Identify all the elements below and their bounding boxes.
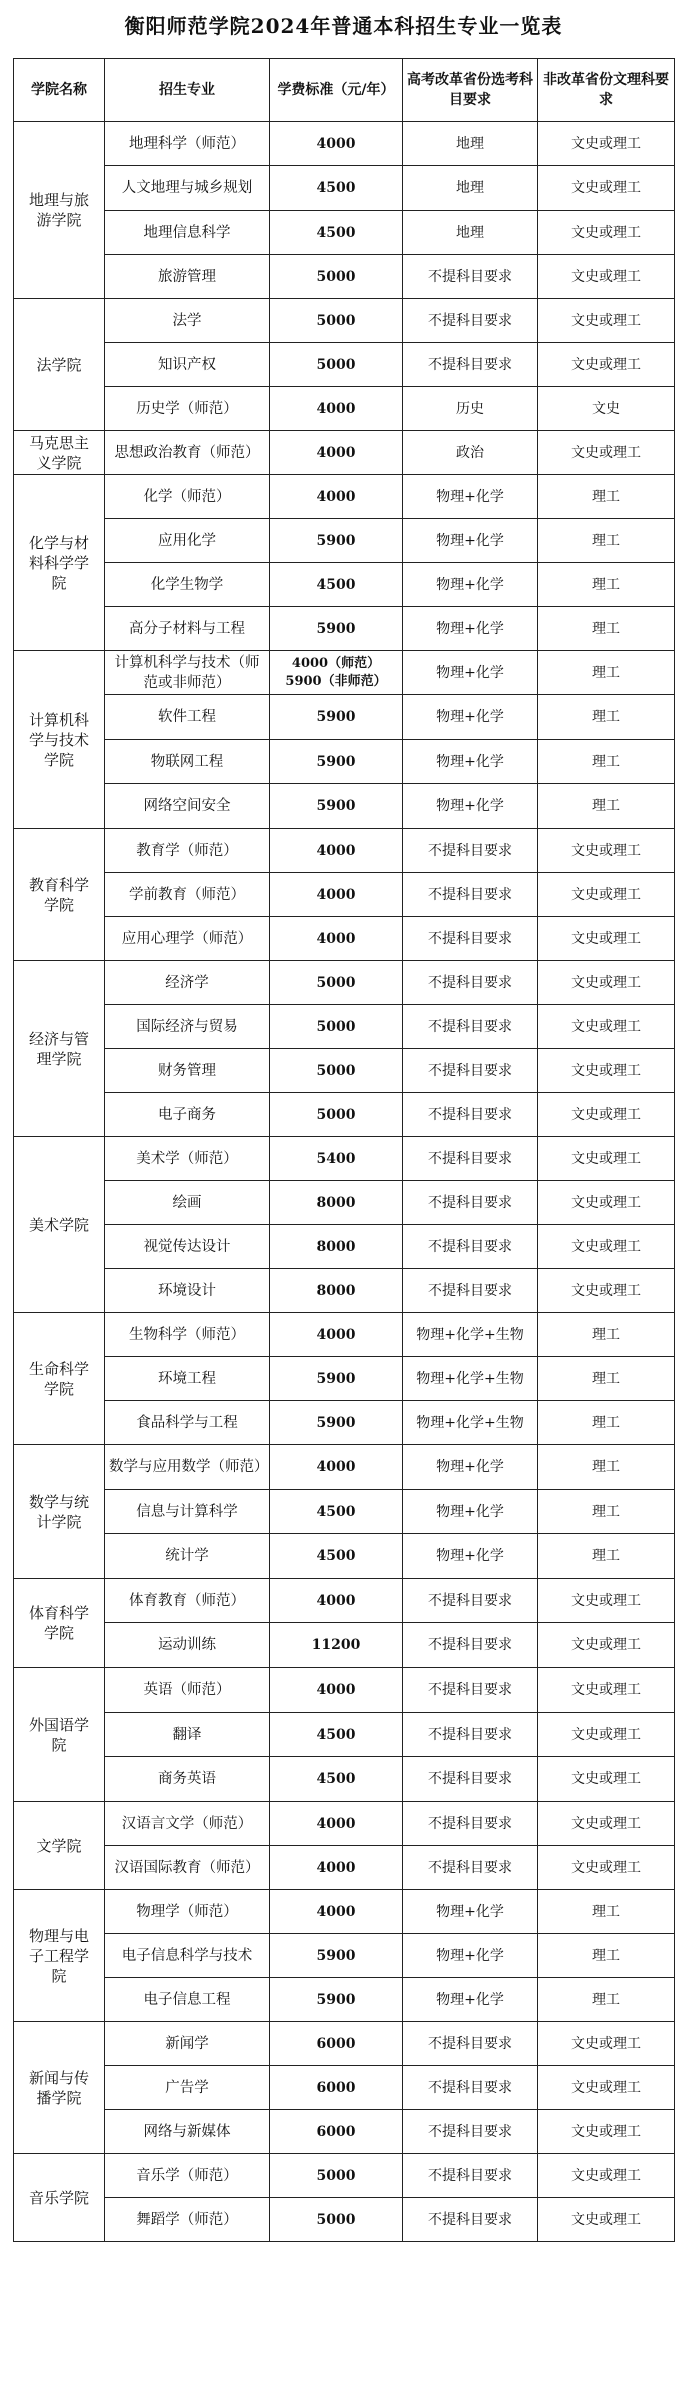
table-row — [14, 740, 675, 784]
table-row — [14, 829, 675, 873]
subject-requirement-cell: 不提科目要求 — [403, 2154, 538, 2198]
wenli-requirement-cell: 理工 — [538, 651, 675, 695]
table-row — [14, 961, 675, 1005]
wenli-requirement-cell: 理工 — [538, 1357, 675, 1401]
subject-requirement-cell: 不提科目要求 — [403, 1137, 538, 1181]
majors-table — [13, 58, 675, 2242]
document-title: 衡阳师范学院2024年普通本科招生专业一览表 — [124, 14, 563, 38]
wenli-requirement-cell: 文史或理工 — [538, 343, 675, 387]
major-name-cell: 汉语言文学（师范） — [105, 1802, 270, 1846]
major-name-cell: 法学 — [105, 299, 270, 343]
tuition-fee-cell: 4500 — [270, 563, 403, 607]
subject-requirement-cell: 物理+化学 — [403, 563, 538, 607]
table-row — [14, 519, 675, 563]
major-name-cell: 化学（师范） — [105, 475, 270, 519]
major-name-cell: 信息与计算科学 — [105, 1490, 270, 1534]
subject-requirement-cell: 不提科目要求 — [403, 2110, 538, 2154]
table-row — [14, 1579, 675, 1623]
major-name-cell: 汉语国际教育（师范） — [105, 1846, 270, 1890]
wenli-requirement-cell: 理工 — [538, 607, 675, 651]
subject-requirement-cell: 物理+化学 — [403, 695, 538, 740]
wenli-requirement-cell: 理工 — [538, 1934, 675, 1978]
table-row — [14, 1846, 675, 1890]
college-name-cell: 物理与电子工程学院 — [14, 1890, 105, 2022]
major-name-cell: 应用化学 — [105, 519, 270, 563]
header-college: 学院名称 — [14, 59, 105, 122]
major-name-cell: 应用心理学（师范） — [105, 917, 270, 961]
table-row — [14, 2154, 675, 2198]
table-row — [14, 387, 675, 431]
table-row — [14, 917, 675, 961]
wenli-requirement-cell: 文史或理工 — [538, 873, 675, 917]
tuition-fee-cell: 5900 — [270, 1934, 403, 1978]
subject-requirement-cell: 物理+化学 — [403, 607, 538, 651]
tuition-fee-cell: 5000 — [270, 2198, 403, 2242]
table-row — [14, 1802, 675, 1846]
major-name-cell: 学前教育（师范） — [105, 873, 270, 917]
subject-requirement-cell: 不提科目要求 — [403, 299, 538, 343]
wenli-requirement-cell: 理工 — [538, 1313, 675, 1357]
subject-requirement-cell: 不提科目要求 — [403, 1713, 538, 1757]
major-name-cell: 软件工程 — [105, 695, 270, 740]
tuition-fee-cell: 8000 — [270, 1225, 403, 1269]
subject-requirement-cell: 不提科目要求 — [403, 255, 538, 299]
major-name-cell: 数学与应用数学（师范） — [105, 1445, 270, 1490]
wenli-requirement-cell: 文史或理工 — [538, 122, 675, 166]
subject-requirement-cell: 不提科目要求 — [403, 343, 538, 387]
tuition-fee-cell: 5900 — [270, 1357, 403, 1401]
college-name-cell: 文学院 — [14, 1802, 105, 1890]
wenli-requirement-cell: 理工 — [538, 695, 675, 740]
header-wenli-req: 非改革省份文理科要求 — [538, 59, 675, 122]
tuition-fee-cell: 4000 — [270, 829, 403, 873]
table-row — [14, 1713, 675, 1757]
tuition-fee-cell: 4500 — [270, 211, 403, 255]
table-row — [14, 1978, 675, 2022]
tuition-fee-cell: 5900 — [270, 1401, 403, 1445]
subject-requirement-cell: 物理+化学+生物 — [403, 1357, 538, 1401]
subject-requirement-cell: 物理+化学+生物 — [403, 1401, 538, 1445]
tuition-fee-cell: 8000 — [270, 1269, 403, 1313]
subject-requirement-cell: 物理+化学 — [403, 519, 538, 563]
tuition-fee-cell: 4500 — [270, 1534, 403, 1579]
major-name-cell: 商务英语 — [105, 1757, 270, 1802]
tuition-fee-cell: 6000 — [270, 2066, 403, 2110]
tuition-fee-cell: 4000 — [270, 1445, 403, 1490]
subject-requirement-cell: 不提科目要求 — [403, 1181, 538, 1225]
table-row — [14, 1225, 675, 1269]
subject-requirement-cell: 不提科目要求 — [403, 1757, 538, 1802]
wenli-requirement-cell: 文史或理工 — [538, 1049, 675, 1093]
table-row — [14, 2110, 675, 2154]
major-name-cell: 运动训练 — [105, 1623, 270, 1668]
wenli-requirement-cell: 理工 — [538, 1534, 675, 1579]
major-name-cell: 舞蹈学（师范） — [105, 2198, 270, 2242]
tuition-fee-cell: 4000（师范）5900（非师范） — [270, 651, 403, 695]
subject-requirement-cell: 地理 — [403, 166, 538, 211]
table-row — [14, 1534, 675, 1579]
wenli-requirement-cell: 文史或理工 — [538, 1623, 675, 1668]
tuition-fee-cell: 5900 — [270, 519, 403, 563]
tuition-fee-cell: 4500 — [270, 166, 403, 211]
tuition-fee-cell: 5900 — [270, 607, 403, 651]
tuition-fee-cell: 4000 — [270, 122, 403, 166]
subject-requirement-cell: 不提科目要求 — [403, 1802, 538, 1846]
college-name-cell: 马克思主义学院 — [14, 431, 105, 475]
table-header-row — [14, 59, 675, 122]
subject-requirement-cell: 不提科目要求 — [403, 829, 538, 873]
major-name-cell: 经济学 — [105, 961, 270, 1005]
major-name-cell: 英语（师范） — [105, 1668, 270, 1713]
subject-requirement-cell: 物理+化学 — [403, 1534, 538, 1579]
major-name-cell: 教育学（师范） — [105, 829, 270, 873]
table-row — [14, 166, 675, 211]
wenli-requirement-cell: 文史或理工 — [538, 1269, 675, 1313]
table-row — [14, 2198, 675, 2242]
major-name-cell: 体育教育（师范） — [105, 1579, 270, 1623]
subject-requirement-cell: 不提科目要求 — [403, 917, 538, 961]
tuition-fee-cell: 4000 — [270, 1802, 403, 1846]
subject-requirement-cell: 物理+化学 — [403, 740, 538, 784]
wenli-requirement-cell: 文史或理工 — [538, 1757, 675, 1802]
major-name-cell: 知识产权 — [105, 343, 270, 387]
table-row — [14, 1005, 675, 1049]
wenli-requirement-cell: 文史或理工 — [538, 1713, 675, 1757]
wenli-requirement-cell: 理工 — [538, 563, 675, 607]
table-row — [14, 784, 675, 829]
tuition-fee-cell: 5000 — [270, 1049, 403, 1093]
table-row — [14, 1049, 675, 1093]
table-row — [14, 1445, 675, 1490]
wenli-requirement-cell: 文史或理工 — [538, 299, 675, 343]
table-row — [14, 122, 675, 166]
subject-requirement-cell: 物理+化学 — [403, 1445, 538, 1490]
subject-requirement-cell: 不提科目要求 — [403, 961, 538, 1005]
tuition-fee-cell: 5900 — [270, 695, 403, 740]
subject-requirement-cell: 不提科目要求 — [403, 1049, 538, 1093]
wenli-requirement-cell: 文史 — [538, 387, 675, 431]
tuition-fee-cell: 4500 — [270, 1757, 403, 1802]
table-row — [14, 211, 675, 255]
major-name-cell: 统计学 — [105, 1534, 270, 1579]
table-row — [14, 1890, 675, 1934]
major-name-cell: 网络空间安全 — [105, 784, 270, 829]
major-name-cell: 环境工程 — [105, 1357, 270, 1401]
table-row — [14, 1357, 675, 1401]
tuition-fee-cell: 5900 — [270, 1978, 403, 2022]
major-name-cell: 思想政治教育（师范） — [105, 431, 270, 475]
subject-requirement-cell: 不提科目要求 — [403, 2198, 538, 2242]
college-name-cell: 新闻与传播学院 — [14, 2022, 105, 2154]
tuition-fee-cell: 6000 — [270, 2022, 403, 2066]
college-name-cell: 外国语学院 — [14, 1668, 105, 1802]
subject-requirement-cell: 不提科目要求 — [403, 1093, 538, 1137]
subject-requirement-cell: 历史 — [403, 387, 538, 431]
major-name-cell: 视觉传达设计 — [105, 1225, 270, 1269]
table-row — [14, 1093, 675, 1137]
tuition-fee-cell: 4000 — [270, 1579, 403, 1623]
subject-requirement-cell: 不提科目要求 — [403, 873, 538, 917]
major-name-cell: 化学生物学 — [105, 563, 270, 607]
tuition-fee-cell: 5400 — [270, 1137, 403, 1181]
college-name-cell: 教育科学学院 — [14, 829, 105, 961]
major-name-cell: 翻译 — [105, 1713, 270, 1757]
table-row — [14, 255, 675, 299]
wenli-requirement-cell: 文史或理工 — [538, 2022, 675, 2066]
wenli-requirement-cell: 文史或理工 — [538, 961, 675, 1005]
college-name-cell: 体育科学学院 — [14, 1579, 105, 1668]
table-row — [14, 651, 675, 695]
college-name-cell: 生命科学学院 — [14, 1313, 105, 1445]
major-name-cell: 财务管理 — [105, 1049, 270, 1093]
wenli-requirement-cell: 文史或理工 — [538, 1181, 675, 1225]
subject-requirement-cell: 不提科目要求 — [403, 1225, 538, 1269]
wenli-requirement-cell: 理工 — [538, 1978, 675, 2022]
table-row — [14, 1934, 675, 1978]
major-name-cell: 人文地理与城乡规划 — [105, 166, 270, 211]
major-name-cell: 电子信息工程 — [105, 1978, 270, 2022]
wenli-requirement-cell: 理工 — [538, 1490, 675, 1534]
subject-requirement-cell: 不提科目要求 — [403, 2066, 538, 2110]
table-row — [14, 1757, 675, 1802]
subject-requirement-cell: 物理+化学 — [403, 651, 538, 695]
college-name-cell: 计算机科学与技术学院 — [14, 651, 105, 829]
college-name-cell: 数学与统计学院 — [14, 1445, 105, 1579]
subject-requirement-cell: 物理+化学 — [403, 1978, 538, 2022]
wenli-requirement-cell: 文史或理工 — [538, 1579, 675, 1623]
wenli-requirement-cell: 理工 — [538, 784, 675, 829]
subject-requirement-cell: 地理 — [403, 211, 538, 255]
tuition-fee-cell: 4000 — [270, 387, 403, 431]
major-name-cell: 音乐学（师范） — [105, 2154, 270, 2198]
header-major: 招生专业 — [105, 59, 270, 122]
college-name-cell: 经济与管理学院 — [14, 961, 105, 1137]
subject-requirement-cell: 地理 — [403, 122, 538, 166]
wenli-requirement-cell: 文史或理工 — [538, 1225, 675, 1269]
subject-requirement-cell: 政治 — [403, 431, 538, 475]
wenli-requirement-cell: 文史或理工 — [538, 211, 675, 255]
wenli-requirement-cell: 理工 — [538, 740, 675, 784]
major-name-cell: 地理科学（师范） — [105, 122, 270, 166]
wenli-requirement-cell: 文史或理工 — [538, 1093, 675, 1137]
tuition-fee-cell: 8000 — [270, 1181, 403, 1225]
table-row — [14, 563, 675, 607]
table-row — [14, 1181, 675, 1225]
table-row — [14, 1313, 675, 1357]
college-name-cell: 化学与材料科学学院 — [14, 475, 105, 651]
subject-requirement-cell: 不提科目要求 — [403, 1668, 538, 1713]
major-name-cell: 历史学（师范） — [105, 387, 270, 431]
subject-requirement-cell: 物理+化学 — [403, 1490, 538, 1534]
wenli-requirement-cell: 文史或理工 — [538, 1846, 675, 1890]
table-row — [14, 2066, 675, 2110]
table-row — [14, 2022, 675, 2066]
major-name-cell: 环境设计 — [105, 1269, 270, 1313]
wenli-requirement-cell: 文史或理工 — [538, 2154, 675, 2198]
wenli-requirement-cell: 理工 — [538, 1890, 675, 1934]
wenli-requirement-cell: 文史或理工 — [538, 2066, 675, 2110]
tuition-fee-cell: 4500 — [270, 1490, 403, 1534]
subject-requirement-cell: 物理+化学 — [403, 784, 538, 829]
tuition-fee-cell: 5900 — [270, 740, 403, 784]
major-name-cell: 电子信息科学与技术 — [105, 1934, 270, 1978]
table-row — [14, 343, 675, 387]
major-name-cell: 美术学（师范） — [105, 1137, 270, 1181]
tuition-fee-cell: 5000 — [270, 1005, 403, 1049]
tuition-fee-cell: 5900 — [270, 784, 403, 829]
subject-requirement-cell: 不提科目要求 — [403, 1269, 538, 1313]
subject-requirement-cell: 物理+化学 — [403, 1890, 538, 1934]
major-name-cell: 网络与新媒体 — [105, 2110, 270, 2154]
table-row — [14, 1623, 675, 1668]
tuition-fee-cell: 4000 — [270, 1846, 403, 1890]
wenli-requirement-cell: 文史或理工 — [538, 2110, 675, 2154]
tuition-fee-cell: 5000 — [270, 961, 403, 1005]
college-name-cell: 音乐学院 — [14, 2154, 105, 2242]
wenli-requirement-cell: 文史或理工 — [538, 1802, 675, 1846]
major-name-cell: 计算机科学与技术（师范或非师范） — [105, 651, 270, 695]
wenli-requirement-cell: 文史或理工 — [538, 1137, 675, 1181]
subject-requirement-cell: 物理+化学 — [403, 1934, 538, 1978]
table-row — [14, 1269, 675, 1313]
tuition-fee-cell: 5000 — [270, 1093, 403, 1137]
wenli-requirement-cell: 文史或理工 — [538, 255, 675, 299]
major-name-cell: 地理信息科学 — [105, 211, 270, 255]
wenli-requirement-cell: 文史或理工 — [538, 431, 675, 475]
header-fee: 学费标准（元/年） — [270, 59, 403, 122]
tuition-fee-cell: 4000 — [270, 475, 403, 519]
major-name-cell: 新闻学 — [105, 2022, 270, 2066]
table-row — [14, 1137, 675, 1181]
tuition-fee-cell: 4000 — [270, 1313, 403, 1357]
table-row — [14, 873, 675, 917]
college-name-cell: 法学院 — [14, 299, 105, 431]
major-name-cell: 物理学（师范） — [105, 1890, 270, 1934]
wenli-requirement-cell: 文史或理工 — [538, 1005, 675, 1049]
tuition-fee-cell: 5000 — [270, 299, 403, 343]
tuition-fee-cell: 4000 — [270, 873, 403, 917]
tuition-fee-cell: 5000 — [270, 2154, 403, 2198]
subject-requirement-cell: 不提科目要求 — [403, 1846, 538, 1890]
subject-requirement-cell: 不提科目要求 — [403, 1579, 538, 1623]
tuition-fee-cell: 4000 — [270, 1668, 403, 1713]
wenli-requirement-cell: 理工 — [538, 475, 675, 519]
table-row — [14, 475, 675, 519]
wenli-requirement-cell: 文史或理工 — [538, 2198, 675, 2242]
major-name-cell: 物联网工程 — [105, 740, 270, 784]
major-name-cell: 高分子材料与工程 — [105, 607, 270, 651]
major-name-cell: 电子商务 — [105, 1093, 270, 1137]
tuition-fee-cell: 4000 — [270, 917, 403, 961]
subject-requirement-cell: 不提科目要求 — [403, 1005, 538, 1049]
wenli-requirement-cell: 文史或理工 — [538, 166, 675, 211]
subject-requirement-cell: 不提科目要求 — [403, 1623, 538, 1668]
tuition-fee-cell: 4000 — [270, 431, 403, 475]
table-body — [14, 122, 675, 2242]
college-name-cell: 地理与旅游学院 — [14, 122, 105, 299]
table-row — [14, 1668, 675, 1713]
college-name-cell: 美术学院 — [14, 1137, 105, 1313]
table-row — [14, 299, 675, 343]
wenli-requirement-cell: 文史或理工 — [538, 917, 675, 961]
wenli-requirement-cell: 理工 — [538, 519, 675, 563]
header-subject-req: 高考改革省份选考科目要求 — [403, 59, 538, 122]
table-row — [14, 431, 675, 475]
table-row — [14, 1401, 675, 1445]
major-name-cell: 广告学 — [105, 2066, 270, 2110]
table-row — [14, 695, 675, 740]
wenli-requirement-cell: 文史或理工 — [538, 1668, 675, 1713]
major-name-cell: 旅游管理 — [105, 255, 270, 299]
subject-requirement-cell: 物理+化学 — [403, 475, 538, 519]
major-name-cell: 食品科学与工程 — [105, 1401, 270, 1445]
major-name-cell: 生物科学（师范） — [105, 1313, 270, 1357]
major-name-cell: 绘画 — [105, 1181, 270, 1225]
table-row — [14, 1490, 675, 1534]
subject-requirement-cell: 不提科目要求 — [403, 2022, 538, 2066]
tuition-fee-cell: 4000 — [270, 1890, 403, 1934]
tuition-fee-cell: 5000 — [270, 255, 403, 299]
wenli-requirement-cell: 理工 — [538, 1401, 675, 1445]
subject-requirement-cell: 物理+化学+生物 — [403, 1313, 538, 1357]
major-name-cell: 国际经济与贸易 — [105, 1005, 270, 1049]
tuition-fee-cell: 4500 — [270, 1713, 403, 1757]
tuition-fee-cell: 11200 — [270, 1623, 403, 1668]
wenli-requirement-cell: 文史或理工 — [538, 829, 675, 873]
table-row — [14, 607, 675, 651]
wenli-requirement-cell: 理工 — [538, 1445, 675, 1490]
tuition-fee-cell: 5000 — [270, 343, 403, 387]
tuition-fee-cell: 6000 — [270, 2110, 403, 2154]
